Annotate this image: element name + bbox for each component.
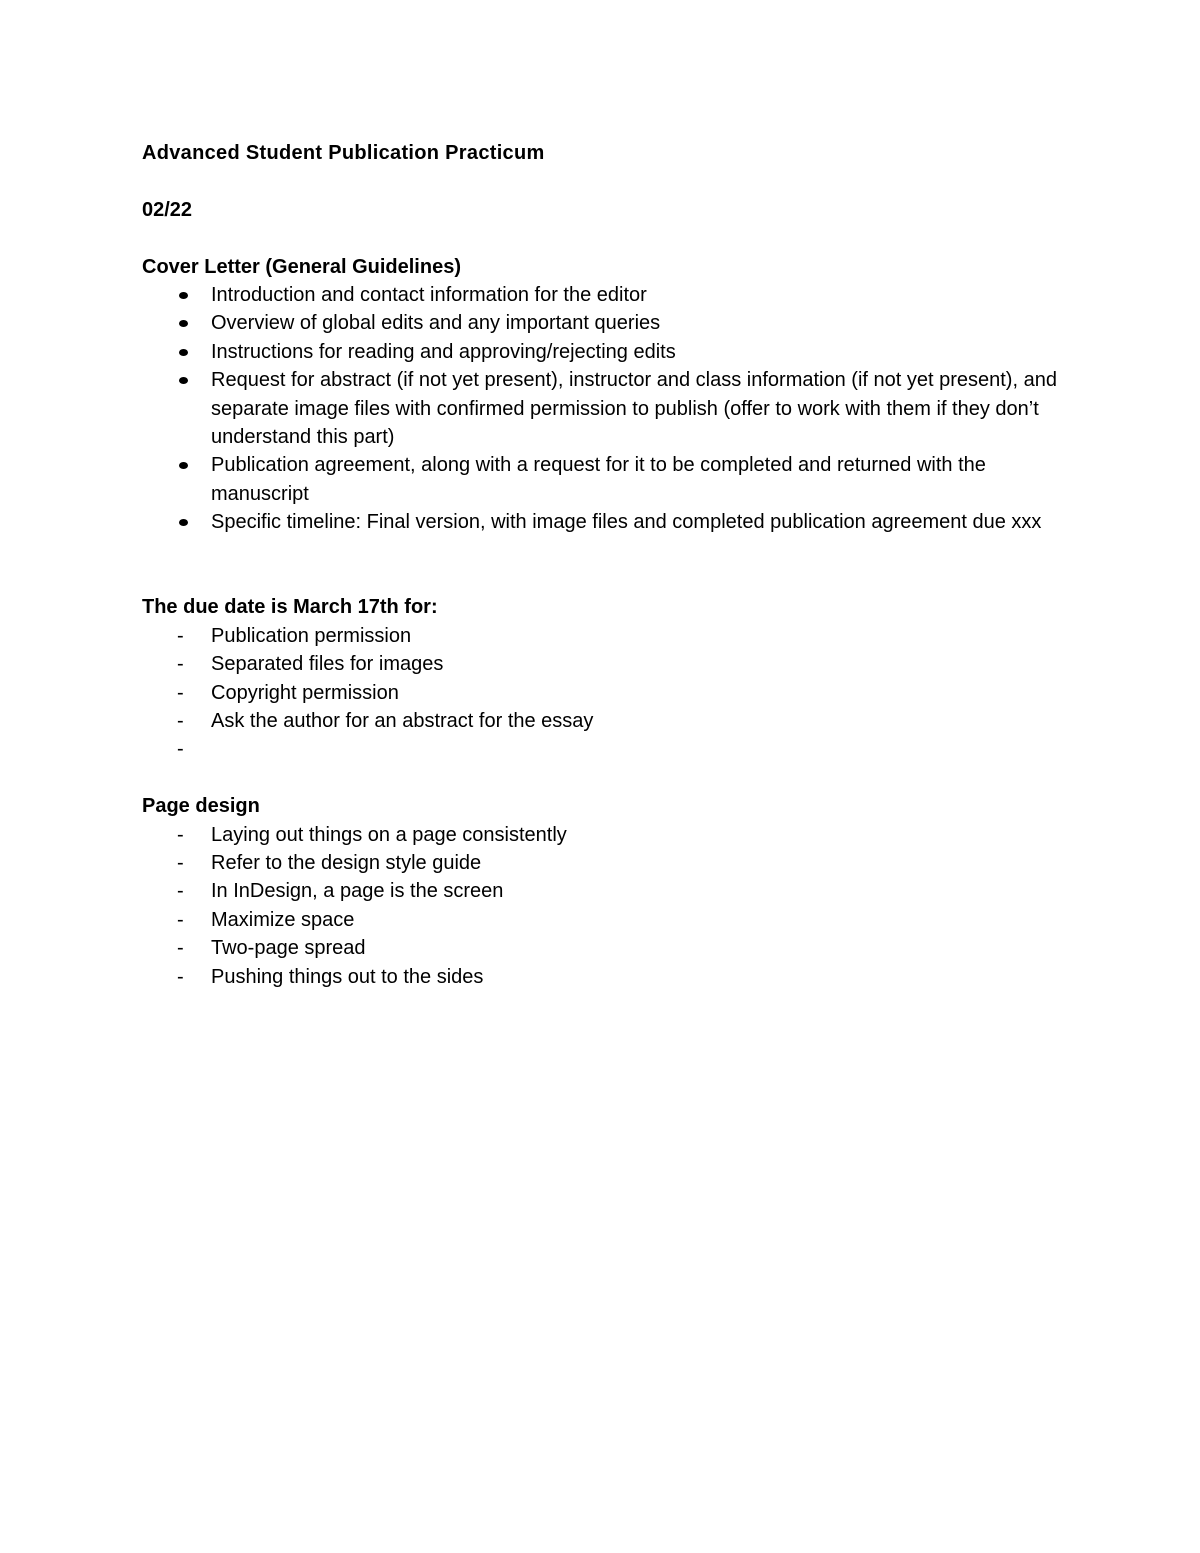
list-item-text: In InDesign, a page is the screen (211, 880, 504, 903)
document-title: Advanced Student Publication Practicum (142, 142, 545, 164)
list-item (142, 849, 1062, 877)
document-page (142, 139, 1062, 991)
list-item-text: Copyright permission (211, 681, 399, 704)
list-item (142, 821, 1062, 849)
list-item-text: Two-page spread (211, 937, 366, 960)
list-item-text: Refer to the design style guide (211, 852, 482, 875)
section-cover-letter (142, 253, 1062, 537)
list-item (142, 679, 1062, 707)
bullet-icon (176, 281, 196, 309)
document-date: 02/22 (142, 198, 193, 221)
section-heading: Page design (142, 795, 260, 818)
list-item (142, 735, 1062, 763)
dash-icon (176, 679, 196, 707)
bullet-icon (176, 451, 196, 479)
list-item-text: Pushing things out to the sides (211, 965, 484, 988)
dash-icon (176, 849, 196, 877)
list-item (142, 963, 1062, 991)
list-item (142, 707, 1062, 735)
section-page-design (142, 792, 1062, 991)
list-item-text: Ask the author for an abstract for the essay (211, 710, 594, 733)
list-item (142, 934, 1062, 962)
section-heading: Cover Letter (General Guidelines) (142, 255, 461, 278)
section-due-date (142, 593, 1062, 763)
section-heading: The due date is March 17th for: (142, 596, 438, 619)
bullet-icon (176, 366, 196, 394)
list-item (142, 366, 1062, 451)
dash-list (142, 622, 1062, 764)
list-item-text: Maximize space (211, 908, 355, 931)
list-item-text: Separated files for images (211, 653, 444, 676)
list-item-text: Laying out things on a page consistently (211, 823, 567, 846)
spacer (142, 224, 1062, 252)
list-item-text: Request for abstract (if not yet present), instructor and class information (if not yet present), and separate image files with confirmed permission to publish (offer to work with them if they don’t understand this part) (211, 369, 1057, 449)
list-item-text: Specific timeline: Final version, with image files and completed publication agreement due xxx (211, 511, 1042, 534)
list-item-text: Introduction and contact information for the editor (211, 284, 647, 306)
dash-icon (176, 906, 196, 934)
list-item (142, 906, 1062, 934)
list-item-text: Instructions for reading and approving/rejecting edits (211, 340, 676, 363)
bullet-list (142, 281, 1062, 537)
dash-icon (176, 735, 196, 763)
list-item-text: Publication agreement, along with a request for it to be completed and returned with the manuscript (211, 454, 986, 505)
spacer (142, 764, 1062, 792)
dash-icon (176, 622, 196, 650)
dash-icon (176, 877, 196, 905)
list-item-text: Publication permission (211, 624, 412, 647)
dash-icon (176, 821, 196, 849)
dash-icon (176, 963, 196, 991)
list-item (142, 508, 1062, 536)
dash-icon (176, 934, 196, 962)
list-item (142, 650, 1062, 678)
spacer (142, 537, 1062, 594)
list-item (142, 338, 1062, 366)
dash-list (142, 821, 1062, 991)
list-item-text: Overview of global edits and any important queries (211, 312, 661, 335)
list-item (142, 622, 1062, 650)
dash-icon (176, 650, 196, 678)
dash-icon (176, 707, 196, 735)
bullet-icon (176, 309, 196, 337)
spacer (142, 167, 1062, 195)
bullet-icon (176, 508, 196, 536)
bullet-icon (176, 338, 196, 366)
list-item (142, 877, 1062, 905)
list-item (142, 451, 1062, 508)
list-item (142, 281, 1062, 309)
list-item (142, 309, 1062, 337)
